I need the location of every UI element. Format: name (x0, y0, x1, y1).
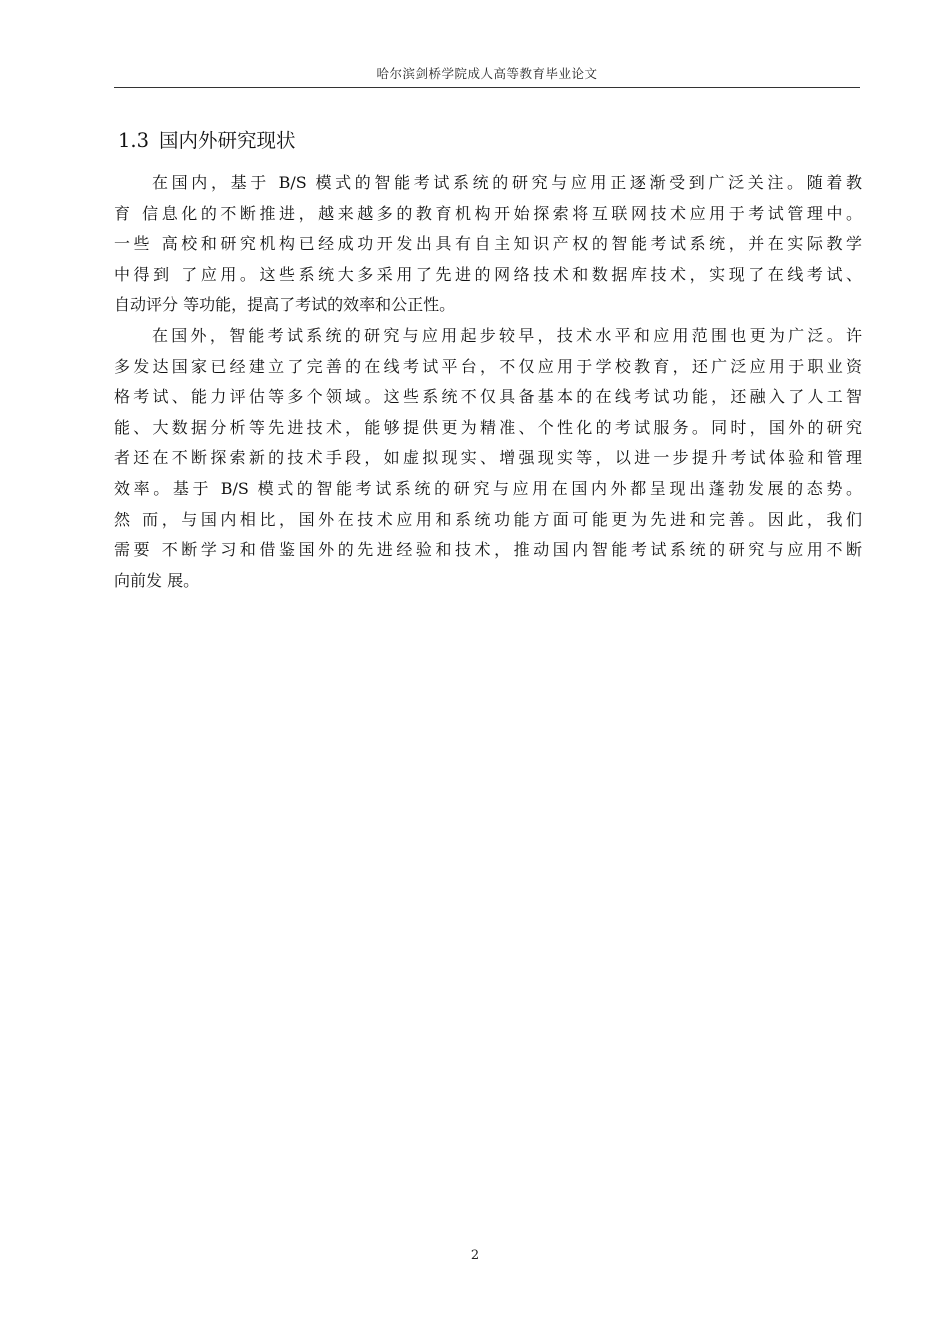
paragraph-line: 多发达国家已经建立了完善的在线考试平台，不仅应用于学校教育，还广泛应用于职业资 (114, 356, 862, 376)
paragraph-line: 效率。基于 B/S 模式的智能考试系统的研究与应用在国内外都呈现出蓬勃发展的态势。 (114, 478, 862, 498)
paragraph-line: 在国外，智能考试系统的研究与应用起步较早，技术水平和应用范围也更为广泛。许 (152, 325, 862, 345)
paragraph-line: 向前发 展。 (114, 570, 200, 590)
paragraph-line: 能、大数据分析等先进技术，能够提供更为精准、个性化的考试服务。同时，国外的研究 (114, 417, 862, 437)
paragraph-line: 一些 高校和研究机构已经成功开发出具有自主知识产权的智能考试系统，并在实际教学 (114, 234, 862, 254)
paragraph-line: 然 而，与国内相比，国外在技术应用和系统功能方面可能更为先进和完善。因此，我们 (114, 509, 862, 529)
paragraph-line: 需要 不断学习和借鉴国外的先进经验和技术，推动国内智能考试系统的研究与应用不断 (114, 540, 862, 560)
paragraph-line: 育 信息化的不断推进，越来越多的教育机构开始探索将互联网技术应用于考试管理中。 (114, 203, 862, 223)
section-number: 1.3 (118, 129, 150, 152)
paragraph-line: 者还在不断探索新的技术手段，如虚拟现实、增强现实等，以进一步提升考试体验和管理 (114, 448, 862, 468)
section-heading (118, 125, 296, 153)
paragraph-domestic (114, 168, 862, 321)
paragraph-line: 中得到 了应用。这些系统大多采用了先进的网络技术和数据库技术，实现了在线考试、 (114, 264, 862, 284)
page-number: 2 (470, 1248, 480, 1263)
body-text (114, 168, 862, 596)
section-title: 国内外研究现状 (159, 129, 296, 152)
paragraph-line: 格考试、能力评估等多个领域。这些系统不仅具备基本的在线考试功能，还融入了人工智 (114, 387, 862, 407)
paragraph-line: 在国内，基于 B/S 模式的智能考试系统的研究与应用正逐渐受到广泛关注。随着教 (152, 173, 862, 192)
paragraph-foreign (114, 321, 862, 596)
header-rule (114, 87, 860, 88)
paragraph-line: 自动评分 等功能，提高了考试的效率和公正性。 (114, 295, 456, 315)
running-header: 哈尔滨剑桥学院成人高等教育毕业论文 (376, 66, 598, 81)
